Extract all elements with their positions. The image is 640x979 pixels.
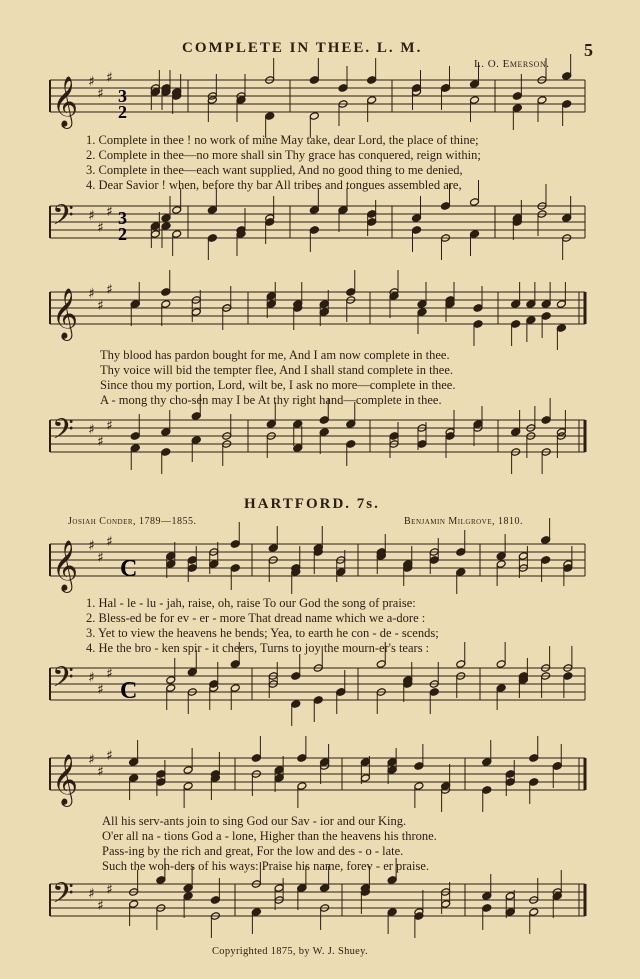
treble-clef-icon: 𝄞 <box>52 754 79 805</box>
notehead <box>346 420 356 429</box>
verse-line: Such the won-ders of his ways: Praise his name, forev - er praise. <box>102 859 429 873</box>
notehead <box>210 896 220 905</box>
verse-line: 2. Bless-ed be for ev - er - more That dread name which we a-dore : <box>86 611 426 625</box>
hymn2-bass-staff-2 <box>40 872 590 942</box>
notehead <box>482 786 492 795</box>
notehead <box>346 440 356 449</box>
notehead <box>266 300 276 309</box>
treble-clef-icon: 𝄞 <box>52 76 79 127</box>
time-signature-top: 3 <box>118 86 127 106</box>
hymn1-title: COMPLETE IN THEE. L. M. <box>182 40 423 56</box>
verse-line: 3. Complete in thee—each want supplied, And no good thing to me denied, <box>86 163 463 177</box>
hymn2-author: Josiah Conder, 1789—1855. <box>68 516 197 527</box>
verse-line: All his serv-ants join to sing God our Sav - ior and our King. <box>102 814 407 828</box>
notehead <box>274 766 284 775</box>
verse-line: Thy blood has pardon bought for me, And I am now complete in thee. <box>100 348 450 362</box>
notehead <box>360 758 370 767</box>
verse-line: 4. He the bro - ken spir - it cheers, Turns to joy the mourn-er's tears : <box>86 641 430 655</box>
notehead <box>360 774 370 783</box>
notehead <box>541 416 551 425</box>
notehead <box>274 884 284 893</box>
time-signature <box>40 68 590 138</box>
copyright-notice: Copyrighted 1875, by W. J. Shuey. <box>212 946 368 957</box>
treble-clef-icon: 𝄞 <box>52 540 79 591</box>
notehead <box>191 412 201 421</box>
notehead <box>129 774 139 783</box>
notehead <box>191 436 201 445</box>
notehead <box>274 774 284 783</box>
sharp-icon: ♯ <box>106 70 113 86</box>
sharp-icon: ♯ <box>97 550 104 566</box>
notehead <box>556 300 566 309</box>
notehead <box>319 416 329 425</box>
notehead <box>161 288 171 297</box>
notehead <box>266 292 276 301</box>
notehead <box>482 758 492 767</box>
notehead <box>191 308 201 317</box>
sharp-icon: ♯ <box>88 538 95 554</box>
verse-line: O'er all na - tions God a - lone, Higher than the heavens his throne. <box>102 829 437 843</box>
verse-line: 2. Complete in thee—no more shall sin Thy grace has conquered, reign within; <box>86 148 481 162</box>
notehead <box>183 884 193 893</box>
notehead <box>505 908 515 917</box>
notehead <box>387 908 397 917</box>
sharp-icon: ♯ <box>106 282 113 298</box>
verse-line: 3. Yet to view the heavens he bends; Yea, to earth he con - de - scends; <box>86 626 439 640</box>
svg-text:2: 2 <box>118 224 127 244</box>
hymn2-composer: Benjamin Milgrove, 1810. <box>404 516 523 527</box>
sharp-icon: ♯ <box>97 682 104 698</box>
notehead <box>541 312 551 321</box>
verse-line: 1. Hal - le - lu - jah, raise, oh, raise To our God the song of praise: <box>86 596 416 610</box>
sharp-icon: ♯ <box>88 422 95 438</box>
notehead <box>387 876 397 885</box>
notehead <box>161 428 171 437</box>
notehead <box>414 762 424 771</box>
notehead <box>129 758 139 767</box>
notehead <box>129 900 139 909</box>
notehead <box>346 288 356 297</box>
sharp-icon: ♯ <box>88 752 95 768</box>
verse-line: Thy voice will bid the tempter flee, And I shall stand complete in thee. <box>100 363 454 377</box>
notehead <box>297 754 307 763</box>
notehead <box>130 432 140 441</box>
notehead <box>387 766 397 775</box>
sharp-icon: ♯ <box>97 86 104 102</box>
notehead <box>319 428 329 437</box>
sharp-icon: ♯ <box>88 208 95 224</box>
notehead <box>482 892 492 901</box>
verse-line: 1. Complete in thee ! no work of mine May take, dear Lord, the place of thine; <box>86 133 479 147</box>
notehead <box>161 300 171 309</box>
sharp-icon: ♯ <box>97 898 104 914</box>
notehead <box>161 448 171 457</box>
notehead <box>183 766 193 775</box>
sharp-icon: ♯ <box>106 418 113 434</box>
notehead <box>552 762 562 771</box>
notehead <box>130 444 140 453</box>
notehead <box>526 300 536 309</box>
notehead <box>417 308 427 317</box>
notehead <box>505 892 515 901</box>
hymn1-bass-staff-2 <box>40 408 590 478</box>
bass-clef-icon: 𝄢 <box>52 877 74 917</box>
bass-time-signature <box>40 194 590 264</box>
sharp-icon: ♯ <box>106 534 113 550</box>
notehead <box>526 316 536 325</box>
bass-clef-icon: 𝄢 <box>52 199 74 239</box>
verse-line: Pass-ing by the rich and great, For the low and des - o - late. <box>102 844 404 858</box>
svg-text:C: C <box>120 678 138 704</box>
sharp-icon: ♯ <box>106 204 113 220</box>
sharp-icon: ♯ <box>97 764 104 780</box>
notehead <box>511 428 521 437</box>
notehead <box>319 300 329 309</box>
notehead <box>319 308 329 317</box>
notehead <box>156 876 166 885</box>
sharp-icon: ♯ <box>88 286 95 302</box>
time-signature-bottom: 2 <box>118 102 127 122</box>
sharp-icon: ♯ <box>97 434 104 450</box>
sharp-icon: ♯ <box>88 670 95 686</box>
notehead <box>473 304 483 313</box>
notehead <box>556 324 566 333</box>
sharp-icon: ♯ <box>106 666 113 682</box>
hymn1-composer: L. O. Emerson. <box>474 58 550 70</box>
hymn1-verses-b <box>100 348 455 408</box>
svg-text:C: C <box>120 556 138 582</box>
bass-clef-icon: 𝄢 <box>52 661 74 701</box>
notehead <box>297 782 307 791</box>
notehead <box>541 300 551 309</box>
treble-clef-icon: 𝄞 <box>52 288 79 339</box>
notehead <box>529 778 539 787</box>
notehead <box>156 770 166 779</box>
sharp-icon: ♯ <box>97 220 104 236</box>
notehead <box>417 300 427 309</box>
sharp-icon: ♯ <box>97 298 104 314</box>
notehead <box>529 908 539 917</box>
notehead <box>389 432 399 441</box>
hymn2-time-signature <box>40 532 590 602</box>
notehead <box>505 778 515 787</box>
notehead <box>482 904 492 913</box>
sharp-icon: ♯ <box>88 886 95 902</box>
notehead <box>511 320 521 329</box>
page-number: 5 <box>584 40 593 60</box>
notehead <box>293 420 303 429</box>
notehead <box>529 754 539 763</box>
notehead <box>266 420 276 429</box>
hymn1-verses-a <box>86 133 481 193</box>
bass-clef-icon: 𝄢 <box>52 413 74 453</box>
hymn2-title: HARTFORD. 7s. <box>244 496 380 512</box>
notehead <box>387 758 397 767</box>
verse-line: 4. Dear Savior ! when, before thy bar All tribes and tongues assembled are, <box>86 178 462 192</box>
notehead <box>505 770 515 779</box>
sharp-icon: ♯ <box>88 74 95 90</box>
notehead <box>156 778 166 787</box>
notehead <box>414 782 424 791</box>
notehead <box>417 440 427 449</box>
notehead <box>320 884 330 893</box>
notehead <box>473 320 483 329</box>
notehead <box>293 444 303 453</box>
hymn1-treble-staff-2 <box>40 280 590 350</box>
verse-line: A - mong thy cho-sen may I be At thy right hand—complete in thee. <box>100 393 442 407</box>
hymn2-verses-b <box>102 814 437 874</box>
notehead <box>183 892 193 901</box>
sharp-icon: ♯ <box>106 748 113 764</box>
notehead <box>130 300 140 309</box>
notehead <box>251 754 261 763</box>
svg-text:3: 3 <box>118 208 127 228</box>
hymn2-verses-a <box>86 596 439 656</box>
notehead <box>441 900 451 909</box>
hymn2-treble-staff-2 <box>40 746 590 816</box>
hymn2-bass-time-signature <box>40 656 590 726</box>
notehead <box>251 908 261 917</box>
verse-line: Since thou my portion, Lord, wilt be, I ask no more—complete in thee. <box>100 378 456 392</box>
notehead <box>183 782 193 791</box>
sharp-icon: ♯ <box>106 882 113 898</box>
notehead <box>511 300 521 309</box>
